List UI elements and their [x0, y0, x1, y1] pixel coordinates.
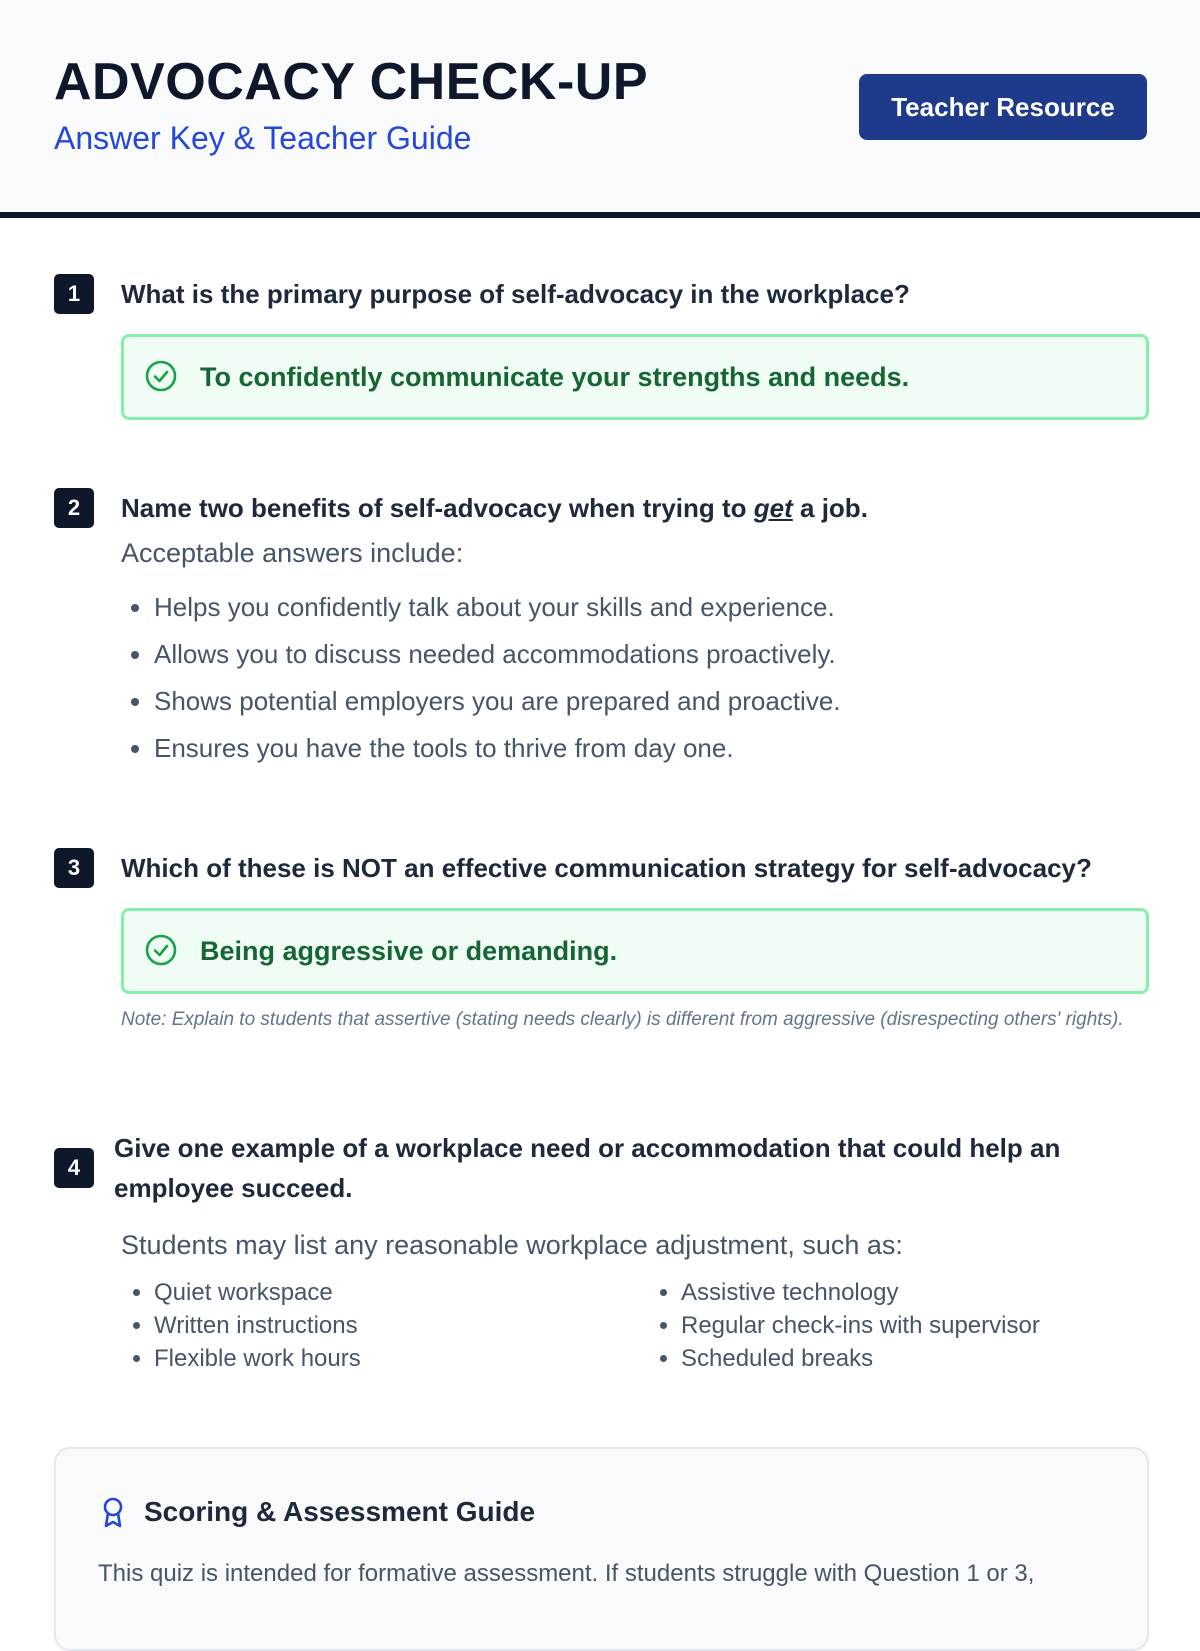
scoring-guide-body: This quiz is intended for formative assessment. If students struggle with Question 1 or 3, — [98, 1560, 1035, 1587]
list-item: • Allows you to discuss needed accommodations proactively. — [154, 631, 841, 678]
question-number: 3 — [54, 848, 94, 888]
question-text: What is the primary purpose of self-advocacy in the workplace? — [121, 279, 910, 309]
scoring-guide-title: Scoring & Assessment Guide — [144, 1496, 536, 1527]
answer-text: To confidently communicate your strengths and needs. — [200, 361, 910, 392]
list-item: • Flexible work hours — [154, 1342, 361, 1375]
page-header — [0, 0, 1200, 218]
list-item: • Ensures you have the tools to thrive from day one. — [154, 725, 841, 772]
acceptable-answers-list — [121, 584, 841, 772]
question-text: Give one example of a workplace need or accommodation that could help an employee succeed. — [114, 1133, 1061, 1203]
check-circle-icon — [144, 933, 180, 969]
question-text-emphasis: get — [753, 493, 793, 523]
question-number: 4 — [54, 1148, 94, 1188]
question-number: 2 — [54, 488, 94, 528]
correct-answer-box — [121, 908, 1149, 994]
teacher-note: Note: Explain to students that assertive (stating needs clearly) is different from aggressive (disrespecting others' rights). — [121, 1009, 1124, 1030]
accommodation-list-left — [121, 1276, 361, 1375]
answer-intro: Students may list any reasonable workplace adjustment, such as: — [121, 1230, 903, 1260]
list-item: • Assistive technology — [681, 1276, 1040, 1309]
list-item: • Regular check-ins with supervisor — [681, 1309, 1040, 1342]
question-number: 1 — [54, 274, 94, 314]
scoring-guide-card — [54, 1447, 1149, 1651]
check-circle-icon — [144, 359, 180, 395]
page-title: ADVOCACY CHECK-UP — [54, 53, 649, 111]
list-item: • Written instructions — [154, 1309, 361, 1342]
correct-answer-box — [121, 334, 1149, 420]
answer-intro: Acceptable answers include: — [121, 538, 464, 568]
question-text-part: Name two benefits of self-advocacy when trying to — [121, 493, 754, 523]
question-text: Which of these is NOT an effective communication strategy for self-advocacy? — [121, 853, 1092, 883]
list-item: • Scheduled breaks — [681, 1342, 1040, 1375]
teacher-resource-badge: Teacher Resource — [859, 74, 1147, 140]
question-text-part: a job. — [792, 493, 868, 523]
award-ribbon-icon — [98, 1495, 128, 1529]
page-subtitle: Answer Key & Teacher Guide — [54, 120, 472, 156]
list-item: • Helps you confidently talk about your skills and experience. — [154, 584, 841, 631]
answer-text: Being aggressive or demanding. — [200, 935, 618, 966]
question-text — [121, 488, 868, 528]
list-item: • Quiet workspace — [154, 1276, 361, 1309]
accommodation-list-right — [648, 1276, 1040, 1375]
list-item: • Shows potential employers you are prepared and proactive. — [154, 678, 841, 725]
